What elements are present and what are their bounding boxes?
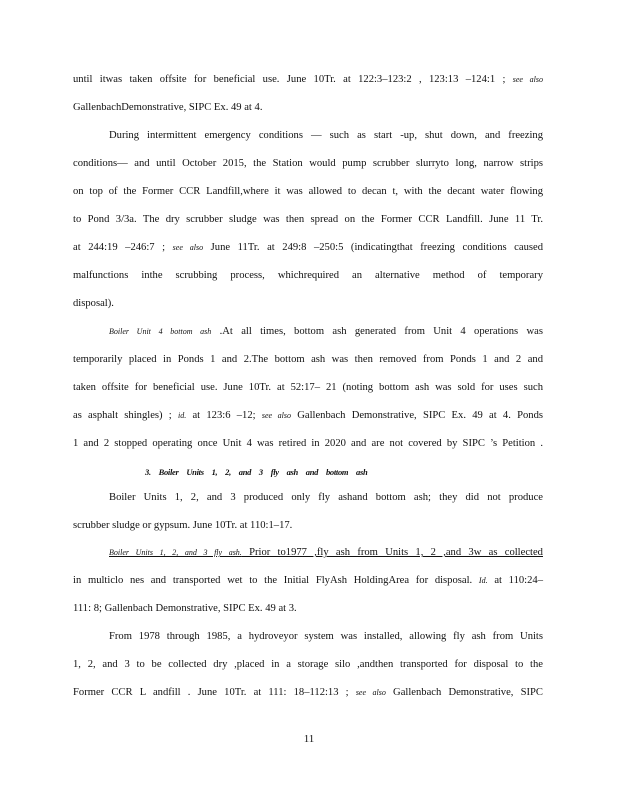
body-line: temporarily placed in Ponds 1 and 2.The bottom ash was then removed from Ponds 1 and 2 and bbox=[73, 354, 543, 365]
body-line: 1 and 2 stopped operating once Unit 4 was retired in 2020 and are not covered by SIPC ’s Petition . bbox=[73, 438, 543, 449]
body-line: disposal). bbox=[73, 298, 114, 309]
page-number: 11 bbox=[303, 733, 315, 745]
body-line: 1, 2, and 3 to be collected dry ,placed in a storage silo ,andthen transported for disposal to the bbox=[73, 659, 543, 670]
body-line: During intermittent emergency conditions — such as start -up, shut down, and freezing bbox=[109, 130, 543, 141]
body-line: on top of the Former CCR Landfill,where it was allowed to decan t, with the decant water flowing bbox=[73, 186, 543, 197]
body-line: as asphalt shingles) ; id. at 123:6 –12; see also Gallenbach Demonstrative, SIPC Ex. 49 at 4. Ponds bbox=[73, 410, 544, 421]
body-line: 111: 8; Gallenbach Demonstrative, SIPC Ex. 49 at 3. bbox=[73, 603, 297, 614]
body-line: at 244:19 –246:7 ; see also June 11Tr. at 249:8 –250:5 (indicatingthat freezing conditions caused bbox=[73, 242, 544, 253]
body-line: taken offsite for beneficial use. June 10Tr. at 52:17– 21 (noting bottom ash was sold for uses such bbox=[73, 382, 543, 393]
body-line: Boiler Units 1, 2, and 3 produced only fly ashand bottom ash; they did not produce bbox=[109, 492, 543, 503]
body-line: malfunctions inthe scrubbing process, whichrequired an alternative method of temporary bbox=[73, 270, 543, 281]
body-line: in multiclo nes and transported wet to the Initial FlyAsh HoldingArea for disposal. Id. at 110:24– bbox=[73, 575, 544, 586]
section-heading: 3. Boiler Units 1, 2, and 3 fly ash and bottom ash bbox=[145, 467, 368, 477]
body-line: GallenbachDemonstrative, SIPC Ex. 49 at 4. bbox=[73, 102, 263, 113]
body-line: From 1978 through 1985, a hydroveyor system was installed, allowing fly ash from Units bbox=[109, 631, 543, 642]
body-line: until itwas taken offsite for beneficial use. June 10Tr. at 122:3–123:2 , 123:13 –124:1 ; see also bbox=[73, 74, 543, 85]
body-line: conditions— and until October 2015, the Station would pump scrubber slurryto long, narrow strips bbox=[73, 158, 543, 169]
body-line: scrubber sludge or gypsum. June 10Tr. at 110:1–17. bbox=[73, 520, 293, 531]
body-line: to Pond 3/3a. The dry scrubber sludge was then spread on the Former CCR Landfill. June 11 Tr. bbox=[73, 214, 543, 225]
body-line: Former CCR L andfill . June 10Tr. at 111: 18–112:13 ; see also Gallenbach Demonstrative, SIPC bbox=[73, 687, 543, 698]
body-line: Boiler Units 1, 2, and 3 fly ash. Prior to1977 ,fly ash from Units 1, 2 ,and 3w as collected bbox=[109, 547, 543, 558]
body-line: Boiler Unit 4 bottom ash .At all times, bottom ash generated from Unit 4 operations was bbox=[109, 326, 543, 337]
